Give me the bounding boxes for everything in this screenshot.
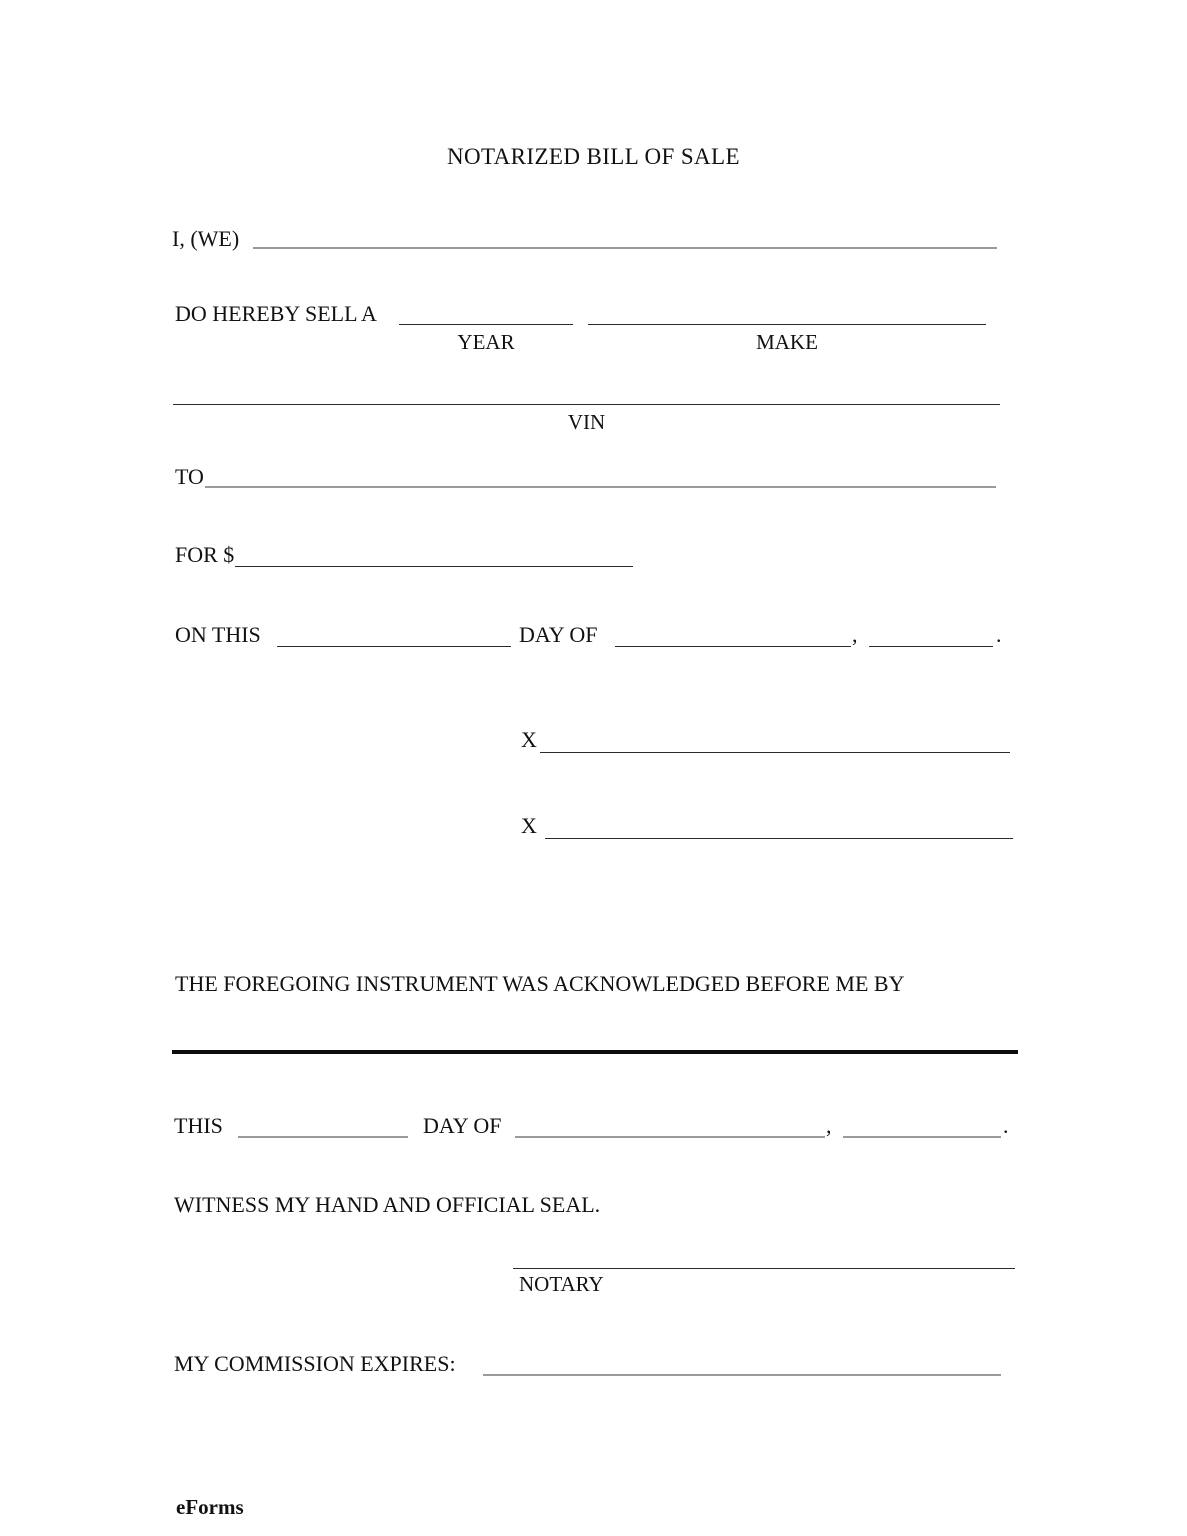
field-notary-year-line[interactable] — [843, 1136, 1001, 1138]
field-acknowledged-by-line[interactable] — [172, 1050, 1018, 1054]
witness-text: WITNESS MY HAND AND OFFICIAL SEAL. — [174, 1192, 601, 1217]
signature-1-x-mark: X — [521, 727, 537, 752]
field-notary-month-line[interactable] — [515, 1136, 825, 1138]
comma-notary-date: , — [826, 1113, 832, 1138]
field-year-line[interactable] — [399, 324, 573, 325]
field-i-we-line[interactable] — [253, 247, 997, 249]
field-sale-year-line[interactable] — [869, 646, 993, 647]
field-sale-day-line[interactable] — [277, 646, 511, 647]
label-on-this: ON THIS — [175, 622, 261, 647]
label-day-of-sale: DAY OF — [519, 622, 598, 647]
field-make-line[interactable] — [588, 324, 986, 325]
field-amount-line[interactable] — [235, 566, 633, 567]
field-to-line[interactable] — [205, 486, 996, 488]
footer-brand: eForms — [176, 1495, 244, 1519]
caption-notary: NOTARY — [519, 1272, 604, 1296]
label-do-hereby-sell-a: DO HEREBY SELL A — [175, 301, 377, 326]
label-to: TO — [175, 464, 204, 489]
signature-2-x-mark: X — [521, 813, 537, 838]
page-title: NOTARIZED BILL OF SALE — [447, 144, 740, 169]
field-commission-expires-line[interactable] — [483, 1374, 1001, 1376]
field-notary-signature-line[interactable] — [513, 1268, 1015, 1269]
caption-year: YEAR — [457, 330, 515, 354]
acknowledgement-text: THE FOREGOING INSTRUMENT WAS ACKNOWLEDGED BEFORE ME BY — [175, 971, 905, 996]
caption-vin: VIN — [567, 410, 606, 434]
label-this: THIS — [174, 1113, 223, 1138]
period-notary-date: . — [1003, 1113, 1009, 1138]
caption-make: MAKE — [756, 330, 818, 354]
field-sale-month-line[interactable] — [615, 646, 851, 647]
label-for-amount: FOR $ — [175, 542, 235, 567]
label-commission-expires: MY COMMISSION EXPIRES: — [174, 1351, 456, 1376]
period-sale-date: . — [996, 622, 1002, 647]
field-vin-line[interactable] — [173, 404, 1000, 405]
label-i-we: I, (WE) — [172, 226, 240, 251]
label-day-of-notary: DAY OF — [423, 1113, 502, 1138]
field-signature-1-line[interactable] — [540, 752, 1010, 753]
field-signature-2-line[interactable] — [545, 838, 1013, 839]
field-notary-day-line[interactable] — [238, 1136, 408, 1138]
comma-sale-date: , — [852, 622, 858, 647]
